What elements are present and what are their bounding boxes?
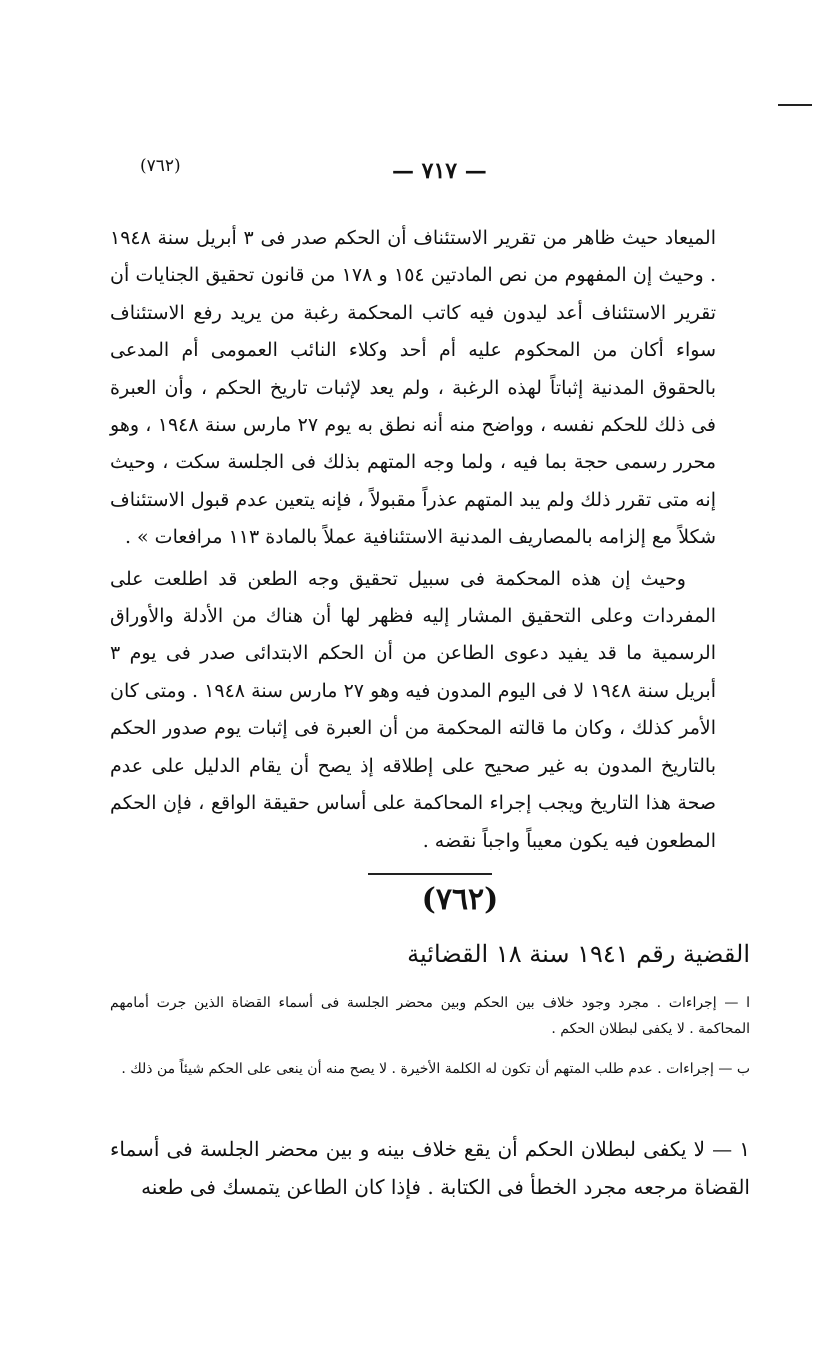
summary-item-b: ب — إجراءات . عدم طلب المتهم أن تكون له الكلمة الأخيرة . لا يصح منه أن ينعى على الحكم شيئاً من ذلك . xyxy=(121,1061,750,1077)
judgment-body xyxy=(110,220,716,860)
body-paragraph-1: الميعاد حيث ظاهر من تقرير الاستئناف أن الحكم صدر فى ٣ أبريل سنة ١٩٤٨ . وحيث إن المفهوم من نص المادتين ١٥٤ و ١٧٨ من قانون تحقيق الجنايات أن تقرير الاستئناف أعد ليدون فيه كاتب المحكمة رغبة من يريد رفع الاستئناف سواء أكان من المحكوم عليه أم أحد وكلاء النائب العمومى أم المدعى بالحقوق المدنية إثباتاً لهذه الرغبة ، ولم يعد لإثبات تاريخ الحكم ، وأن العبرة فى ذلك للحكم نفسه ، وواضح منه أنه نطق به يوم ٢٧ مارس سنة ١٩٤٨ ، وهو محرر رسمى حجة بما فيه ، ولما وجه المتهم بذلك فى الجلسة سكت ، وحيث إنه متى تقرر ذلك ولم يبد المتهم عذراً مقبولاً ، فإنه يتعين عدم قبول الاستئناف شكلاً مع إلزامه بالمصاريف المدنية الاستئنافية عملاً بالمادة ١١٣ مرافعات » . xyxy=(110,227,716,549)
page-number: — ٧١٧ — xyxy=(392,158,487,184)
section-number: (٧٦٢) xyxy=(421,882,499,917)
section-divider xyxy=(368,873,492,875)
header-case-reference: (٧٦٢) xyxy=(140,156,181,176)
body-paragraph-2: وحيث إن هذه المحكمة فى سبيل تحقيق وجه الطعن قد اطلعت على المفردات وعلى التحقيق المشار إليه فظهر لها أن هناك من الأدلة والأوراق الرسمية ما قد يفيد دعوى الطاعن من أن الحكم الابتدائى صدر فى يوم ٣ أبريل سنة ١٩٤٨ لا فى اليوم المدون فيه وهو ٢٧ مارس سنة ١٩٤٨ . ومتى كان الأمر كذلك ، وكان ما قالته المحكمة من أن العبرة فى إثبات يوم صدور الحكم بالتاريخ المدون به غير صحيح على إطلاقه إذ يصح أن يقام الدليل على عدم صحة هذا التاريخ ويجب إجراء المحاكمة على أساس حقيقة الواقع ، فإن الحكم المطعون فيه يكون معيباً واجباً نقضه . xyxy=(110,567,716,852)
holding-paragraph: ١ — لا يكفى لبطلان الحكم أن يقع خلاف بينه و بين محضر الجلسة فى أسماء القضاة مرجعه مجرد الخطأ فى الكتابة . فإذا كان الطاعن يتمسك فى طعنه xyxy=(110,1137,750,1199)
case-title: القضية رقم ١٩٤١ سنة ١٨ القضائية xyxy=(407,940,750,968)
margin-mark xyxy=(778,104,812,106)
summary-item-a: ا — إجراءات . مجرد وجود خلاف بين الحكم وبين محضر الجلسة فى أسماء القضاة الذين جرت أمامهم المحاكمة . لا يكفى لبطلان الحكم . xyxy=(110,995,750,1037)
